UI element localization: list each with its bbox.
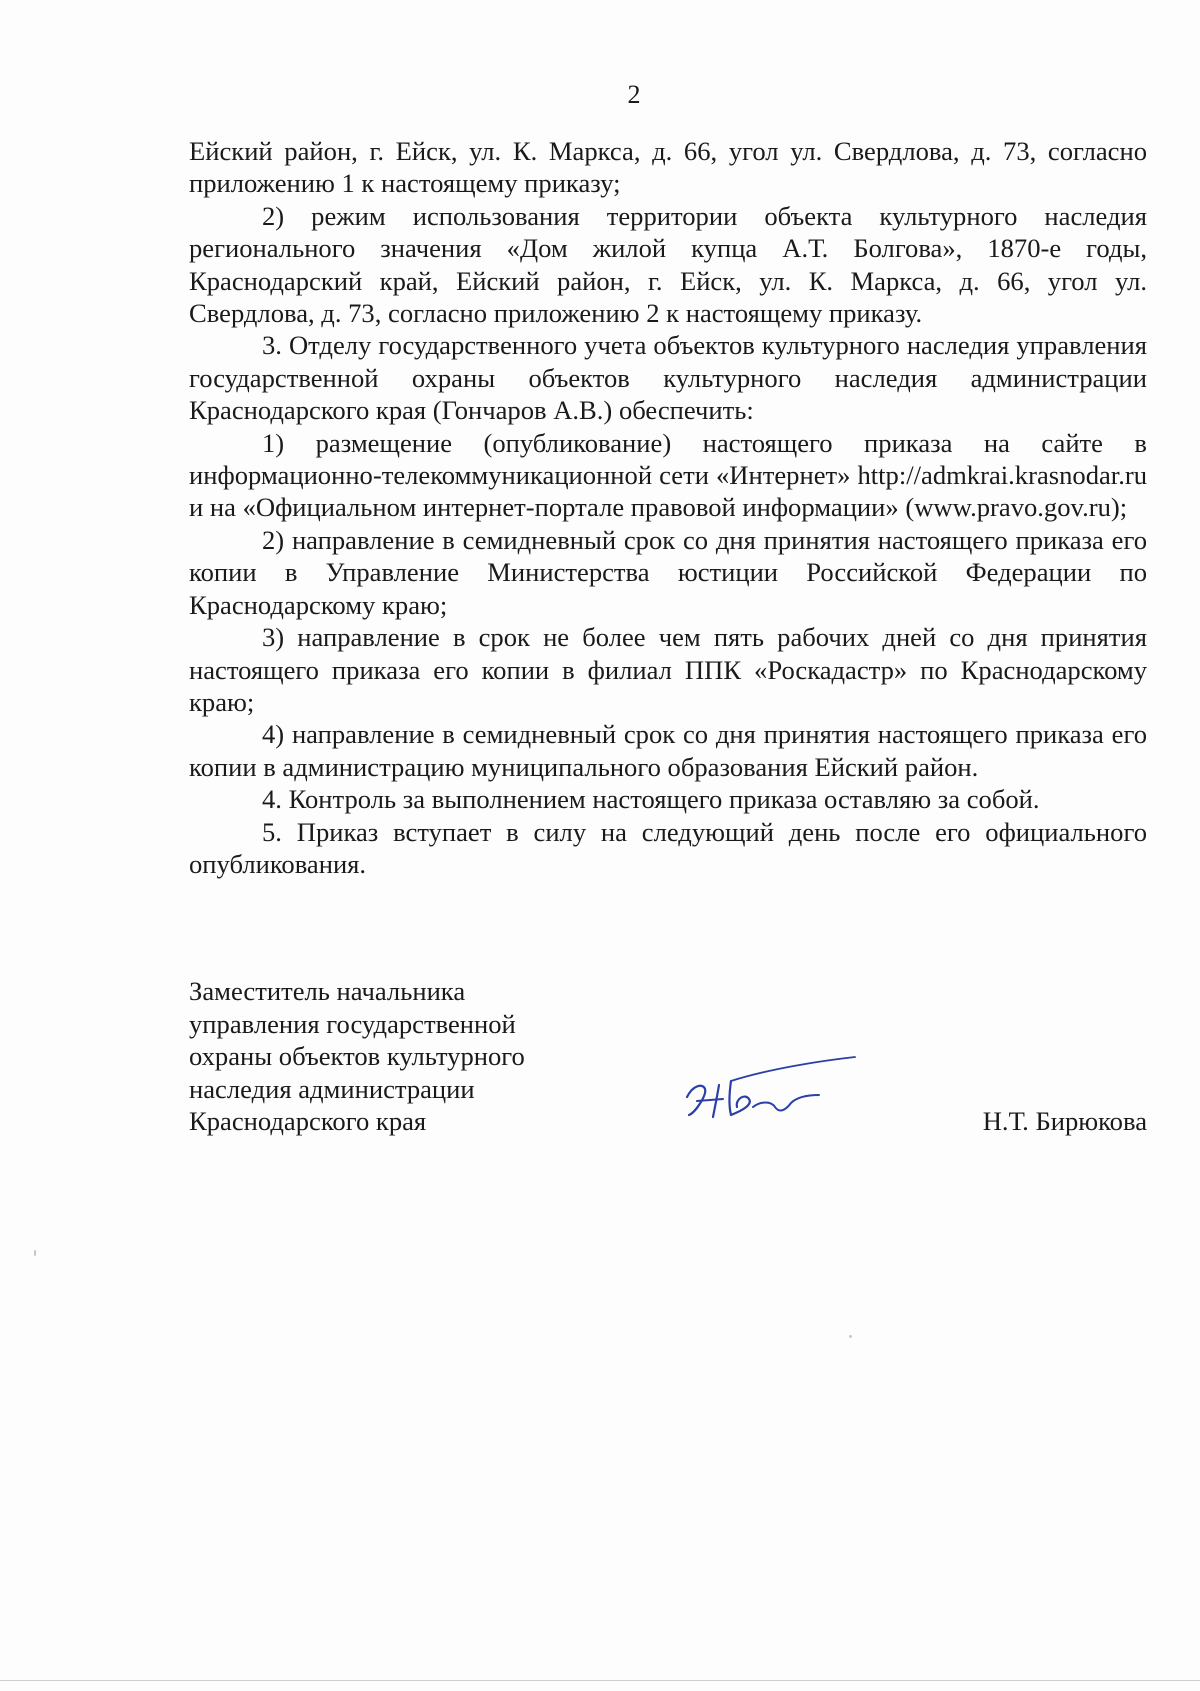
signatory-title-line: управления государственной bbox=[189, 1008, 516, 1039]
signatory-title-line: наследия администрации bbox=[189, 1073, 475, 1104]
signature-block bbox=[189, 975, 1147, 1145]
signatory-title-line: Краснодарского края bbox=[189, 1106, 427, 1136]
signatory-title bbox=[189, 975, 609, 1138]
document-body bbox=[189, 135, 1147, 880]
paragraph-clause-4-control: 4. Контроль за выполнением настоящего приказа оставляю за собой. bbox=[262, 784, 1040, 815]
page-number: 2 bbox=[627, 80, 641, 109]
paragraph-subitem-3-roskadastr: 3) направление в срок не более чем пять рабочих дней со дня принятия настоящего приказа его копии в филиал ППК «Роскадастр» по Краснодарскому краю; bbox=[189, 622, 1147, 717]
paragraph-item-2-regime: 2) режим использования территории объекта культурного наследия регионального значения «Дом жилой купца А.Т. Болгова», 1870-е годы, Краснодарский край, Ейский район, г. Ейск, ул. К. Маркса, д. 66, угол ул. Свердлова, д. 73, согласно приложению 2 к настоящему приказу. bbox=[189, 200, 1147, 329]
signatory-title-line: охраны объектов культурного bbox=[189, 1041, 525, 1071]
scan-edge-line bbox=[0, 1680, 1200, 1681]
paragraph-continuation: Ейский район, г. Ейск, ул. К. Маркса, д. 66, угол ул. Свердлова, д. 73, согласно приложению 1 к настоящему приказу; bbox=[189, 136, 1147, 199]
signatory-title-line: Заместитель начальника bbox=[189, 976, 466, 1006]
paragraph-clause-3: 3. Отделу государственного учета объектов культурного наследия управления государственной охраны объектов культурного наследия администрации Краснодарского края (Гончаров А.В.) обеспечить: bbox=[189, 330, 1147, 426]
signatory-name: Н.Т. Бирюкова bbox=[982, 1106, 1147, 1136]
paragraph-subitem-4-municipality: 4) направление в семидневный срок со дня принятия настоящего приказа его копии в администрацию муниципального образования Ейский район. bbox=[189, 719, 1147, 782]
scan-speck bbox=[849, 1335, 852, 1338]
paragraph-subitem-1-publication: 1) размещение (опубликование) настоящего приказа на сайте в информационно-телекоммуникационной сети «Интернет» http://admkrai.krasnodar.ru и на «Официальном интернет-портале правовой информации» (www.pravo.gov.ru); bbox=[189, 427, 1147, 523]
paragraph-subitem-2-justice: 2) направление в семидневный срок со дня принятия настоящего приказа его копии в Управление Министерства юстиции Российской Федерации по Краснодарскому краю; bbox=[189, 524, 1147, 620]
handwritten-signature bbox=[679, 1055, 869, 1125]
paragraph-clause-5-effect: 5. Приказ вступает в силу на следующий день после его официального опубликования. bbox=[189, 816, 1147, 879]
scan-speck bbox=[34, 1250, 36, 1256]
